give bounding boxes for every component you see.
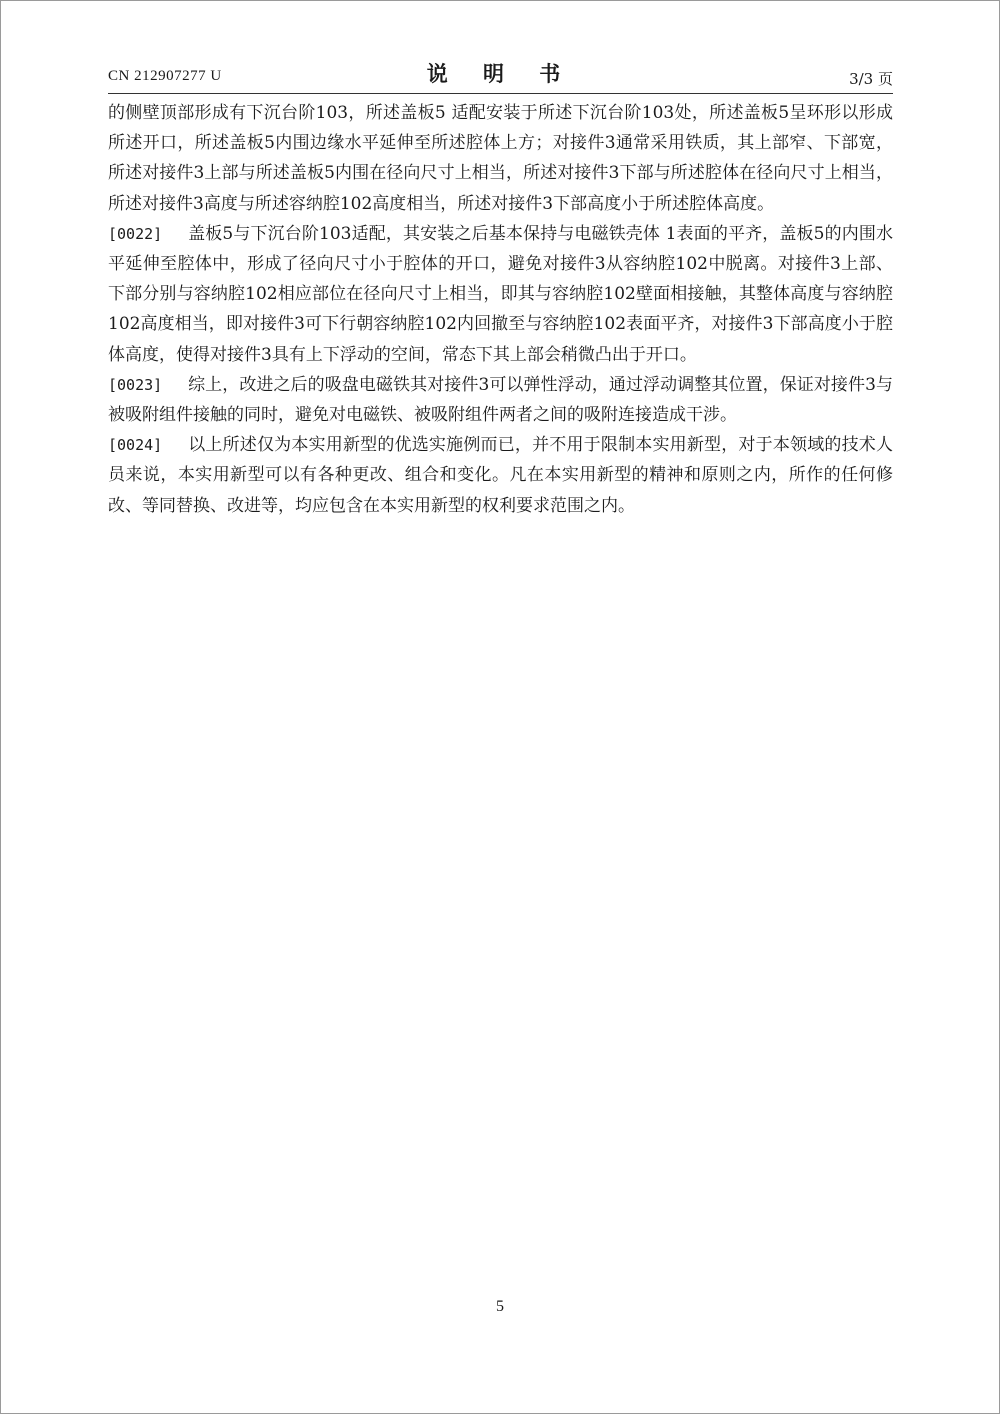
paragraph-0024 (108, 430, 893, 521)
document-body (108, 98, 893, 521)
paragraph-0023 (108, 370, 893, 430)
header-divider (108, 93, 893, 94)
paragraph-text: 的侧壁顶部形成有下沉台阶103，所述盖板5 适配安装于所述下沉台阶103处，所述盖板5呈环形以形成所述开口，所述盖板5内围边缘水平延伸至所述腔体上方；对接件3通常采用铁质，其上部窄、下部宽，所述对接件3上部与所述盖板5内围在径向尺寸上相当，所述对接件3下部与所述腔体在径向尺寸上相当，所述对接件3高度与所述容纳腔102高度相当，所述对接件3下部高度小于所述腔体高度。 (108, 103, 893, 214)
page-number: 5 (496, 1298, 504, 1315)
page-header (108, 58, 893, 92)
document-title: 说 明 书 (426, 62, 575, 86)
paragraph-number: [0022] (108, 224, 163, 243)
paragraph-continuation (108, 98, 893, 219)
paragraph-number: [0023] (108, 375, 163, 394)
paragraph-text: 盖板5与下沉台阶103适配，其安装之后基本保持与电磁铁壳体 1表面的平齐，盖板5的内围水平延伸至腔体中，形成了径向尺寸小于腔体的开口，避免对接件3从容纳腔102中脱离。对接件3上部、下部分别与容纳腔102相应部位在径向尺寸上相当，即其与容纳腔102壁面相接触，其整体高度与容纳腔102高度相当，即对接件3可下行朝容纳腔102内回撤至与容纳腔102表面平齐，对接件3下部高度小于腔体高度，使得对接件3具有上下浮动的空间，常态下其上部会稍微凸出于开口。 (108, 223, 893, 365)
paragraph-text: 综上，改进之后的吸盘电磁铁其对接件3可以弹性浮动，通过浮动调整其位置，保证对接件3与被吸附组件接触的同时，避免对电磁铁、被吸附组件两者之间的吸附连接造成干涉。 (108, 374, 893, 426)
page-count: 3/3 页 (849, 70, 893, 88)
paragraph-number: [0024] (108, 436, 163, 455)
paragraph-text: 以上所述仅为本实用新型的优选实施例而已，并不用于限制本实用新型，对于本领域的技术人员来说，本实用新型可以有各种更改、组合和变化。凡在本实用新型的精神和原则之内，所作的任何修改、等同替换、改进等，均应包含在本实用新型的权利要求范围之内。 (108, 435, 893, 516)
paragraph-0022 (108, 219, 893, 370)
publication-number: CN 212907277 U (108, 68, 222, 84)
